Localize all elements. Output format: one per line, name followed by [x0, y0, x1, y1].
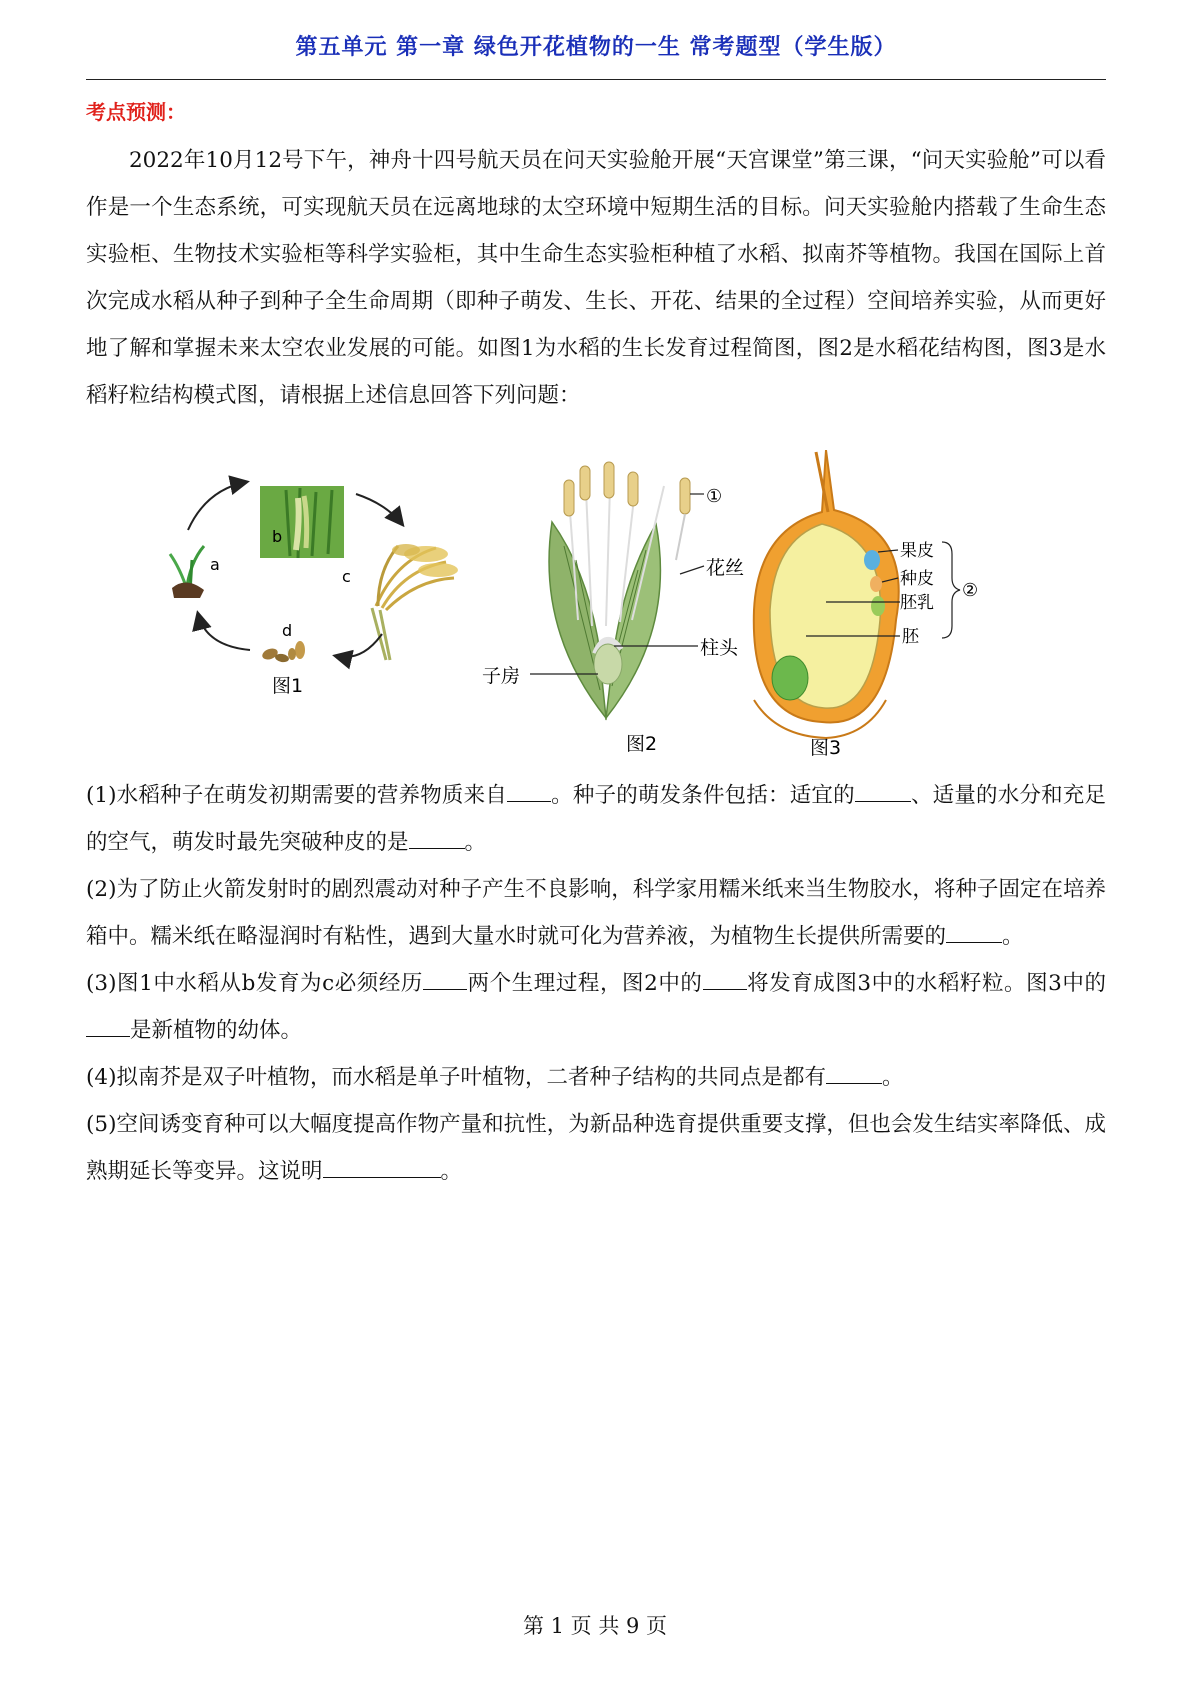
- question-2: (2)为了防止火箭发射时的剧烈震动对种子产生不良影响，科学家用糯米纸来当生物胶水，将种子固定在培养箱中。糯米纸在略湿润时有粘性，遇到大量水时就可化为营养液，为植物生长提供所需要的 。: [86, 877, 1106, 949]
- header-divider: [86, 79, 1106, 80]
- label-seedcoat: 种皮: [900, 569, 934, 589]
- label-c: c: [342, 567, 351, 586]
- answer-blank[interactable]: [323, 1155, 441, 1178]
- figure3-grain: [754, 450, 978, 759]
- figure1-caption: 图1: [272, 675, 304, 697]
- question-3: (3)图1中水稻从b发育为c必须经历 两个生理过程，图2中的 将发育成图3中的水稻籽粒。图3中的是新植物的幼体。: [86, 960, 1106, 1054]
- answer-blank[interactable]: [507, 779, 551, 802]
- figure2-flower: [482, 462, 744, 755]
- label-filament: 花丝: [706, 557, 745, 579]
- label-endosperm: 胚乳: [900, 593, 934, 613]
- label-b: b: [272, 527, 283, 546]
- seedling-image: [170, 546, 204, 598]
- page-header: 第五单元 第一章 绿色开花植物的一生 常考题型（学生版）: [295, 35, 897, 60]
- label-a: a: [210, 555, 220, 574]
- mature-rice-image: [372, 544, 458, 660]
- label-embryo: 胚: [902, 627, 919, 647]
- questions-section: [86, 772, 1106, 1195]
- answer-blank[interactable]: [86, 1014, 130, 1037]
- seeds-image: [261, 641, 305, 663]
- answer-blank[interactable]: [855, 779, 911, 802]
- label-num2: ②: [962, 580, 979, 601]
- question-1: (1)水稻种子在萌发初期需要的营养物质来自 。种子的萌发条件包括：适宜的 、适量的水分和充足的空气，萌发时最先突破种皮的是 。: [86, 772, 1106, 866]
- label-d: d: [282, 621, 293, 640]
- rice-panicle-image: [260, 486, 344, 558]
- figure3-caption: 图3: [810, 737, 842, 759]
- page-footer: 第 1 页 共 9 页: [522, 1614, 668, 1638]
- figures-svg: [86, 450, 1106, 770]
- label-num1: ①: [706, 486, 723, 507]
- anther-1: [680, 478, 690, 514]
- answer-blank[interactable]: [703, 967, 747, 990]
- figures-panel: [86, 450, 1106, 770]
- section-title: 考点预测：: [86, 100, 186, 124]
- question-5: (5)空间诱变育种可以大幅度提高作物产量和抗性，为新品种选育提供重要支撑，但也会发生结实率降低、成熟期延长等变异。这说明 。: [86, 1112, 1106, 1184]
- intro-paragraph: 2022年10月12号下午，神舟十四号航天员在问天实验舱开展“天宫课堂”第三课，“问天实验舱”可以看作是一个生态系统，可实现航天员在远离地球的太空环境中短期生活的目标。问天实验舱内搭载了生命生态实验柜、生物技术实验柜等科学实验柜，其中生命生态实验柜种植了水稻、拟南芥等植物。我国在国际上首次完成水稻从种子到种子全生命周期（即种子萌发、生长、开花、结果的全过程）空间培养实验，从而更好地了解和掌握未来太空农业发展的可能。如图1为水稻的生长发育过程简图，图2是水稻花结构图，图3是水稻籽粒结构模式图，请根据上述信息回答下列问题：: [86, 148, 1106, 408]
- figure1-lifecycle: [170, 482, 458, 697]
- figure2-caption: 图2: [626, 733, 658, 755]
- answer-blank[interactable]: [826, 1061, 882, 1084]
- answer-blank[interactable]: [409, 826, 465, 849]
- question-4: (4)拟南芥是双子叶植物，而水稻是单子叶植物，二者种子结构的共同点是都有 。: [86, 1054, 1106, 1101]
- label-pericarp: 果皮: [900, 541, 934, 561]
- answer-blank[interactable]: [946, 920, 1002, 943]
- label-ovary: 子房: [482, 665, 521, 687]
- answer-blank[interactable]: [423, 967, 467, 990]
- label-stigma: 柱头: [700, 637, 739, 659]
